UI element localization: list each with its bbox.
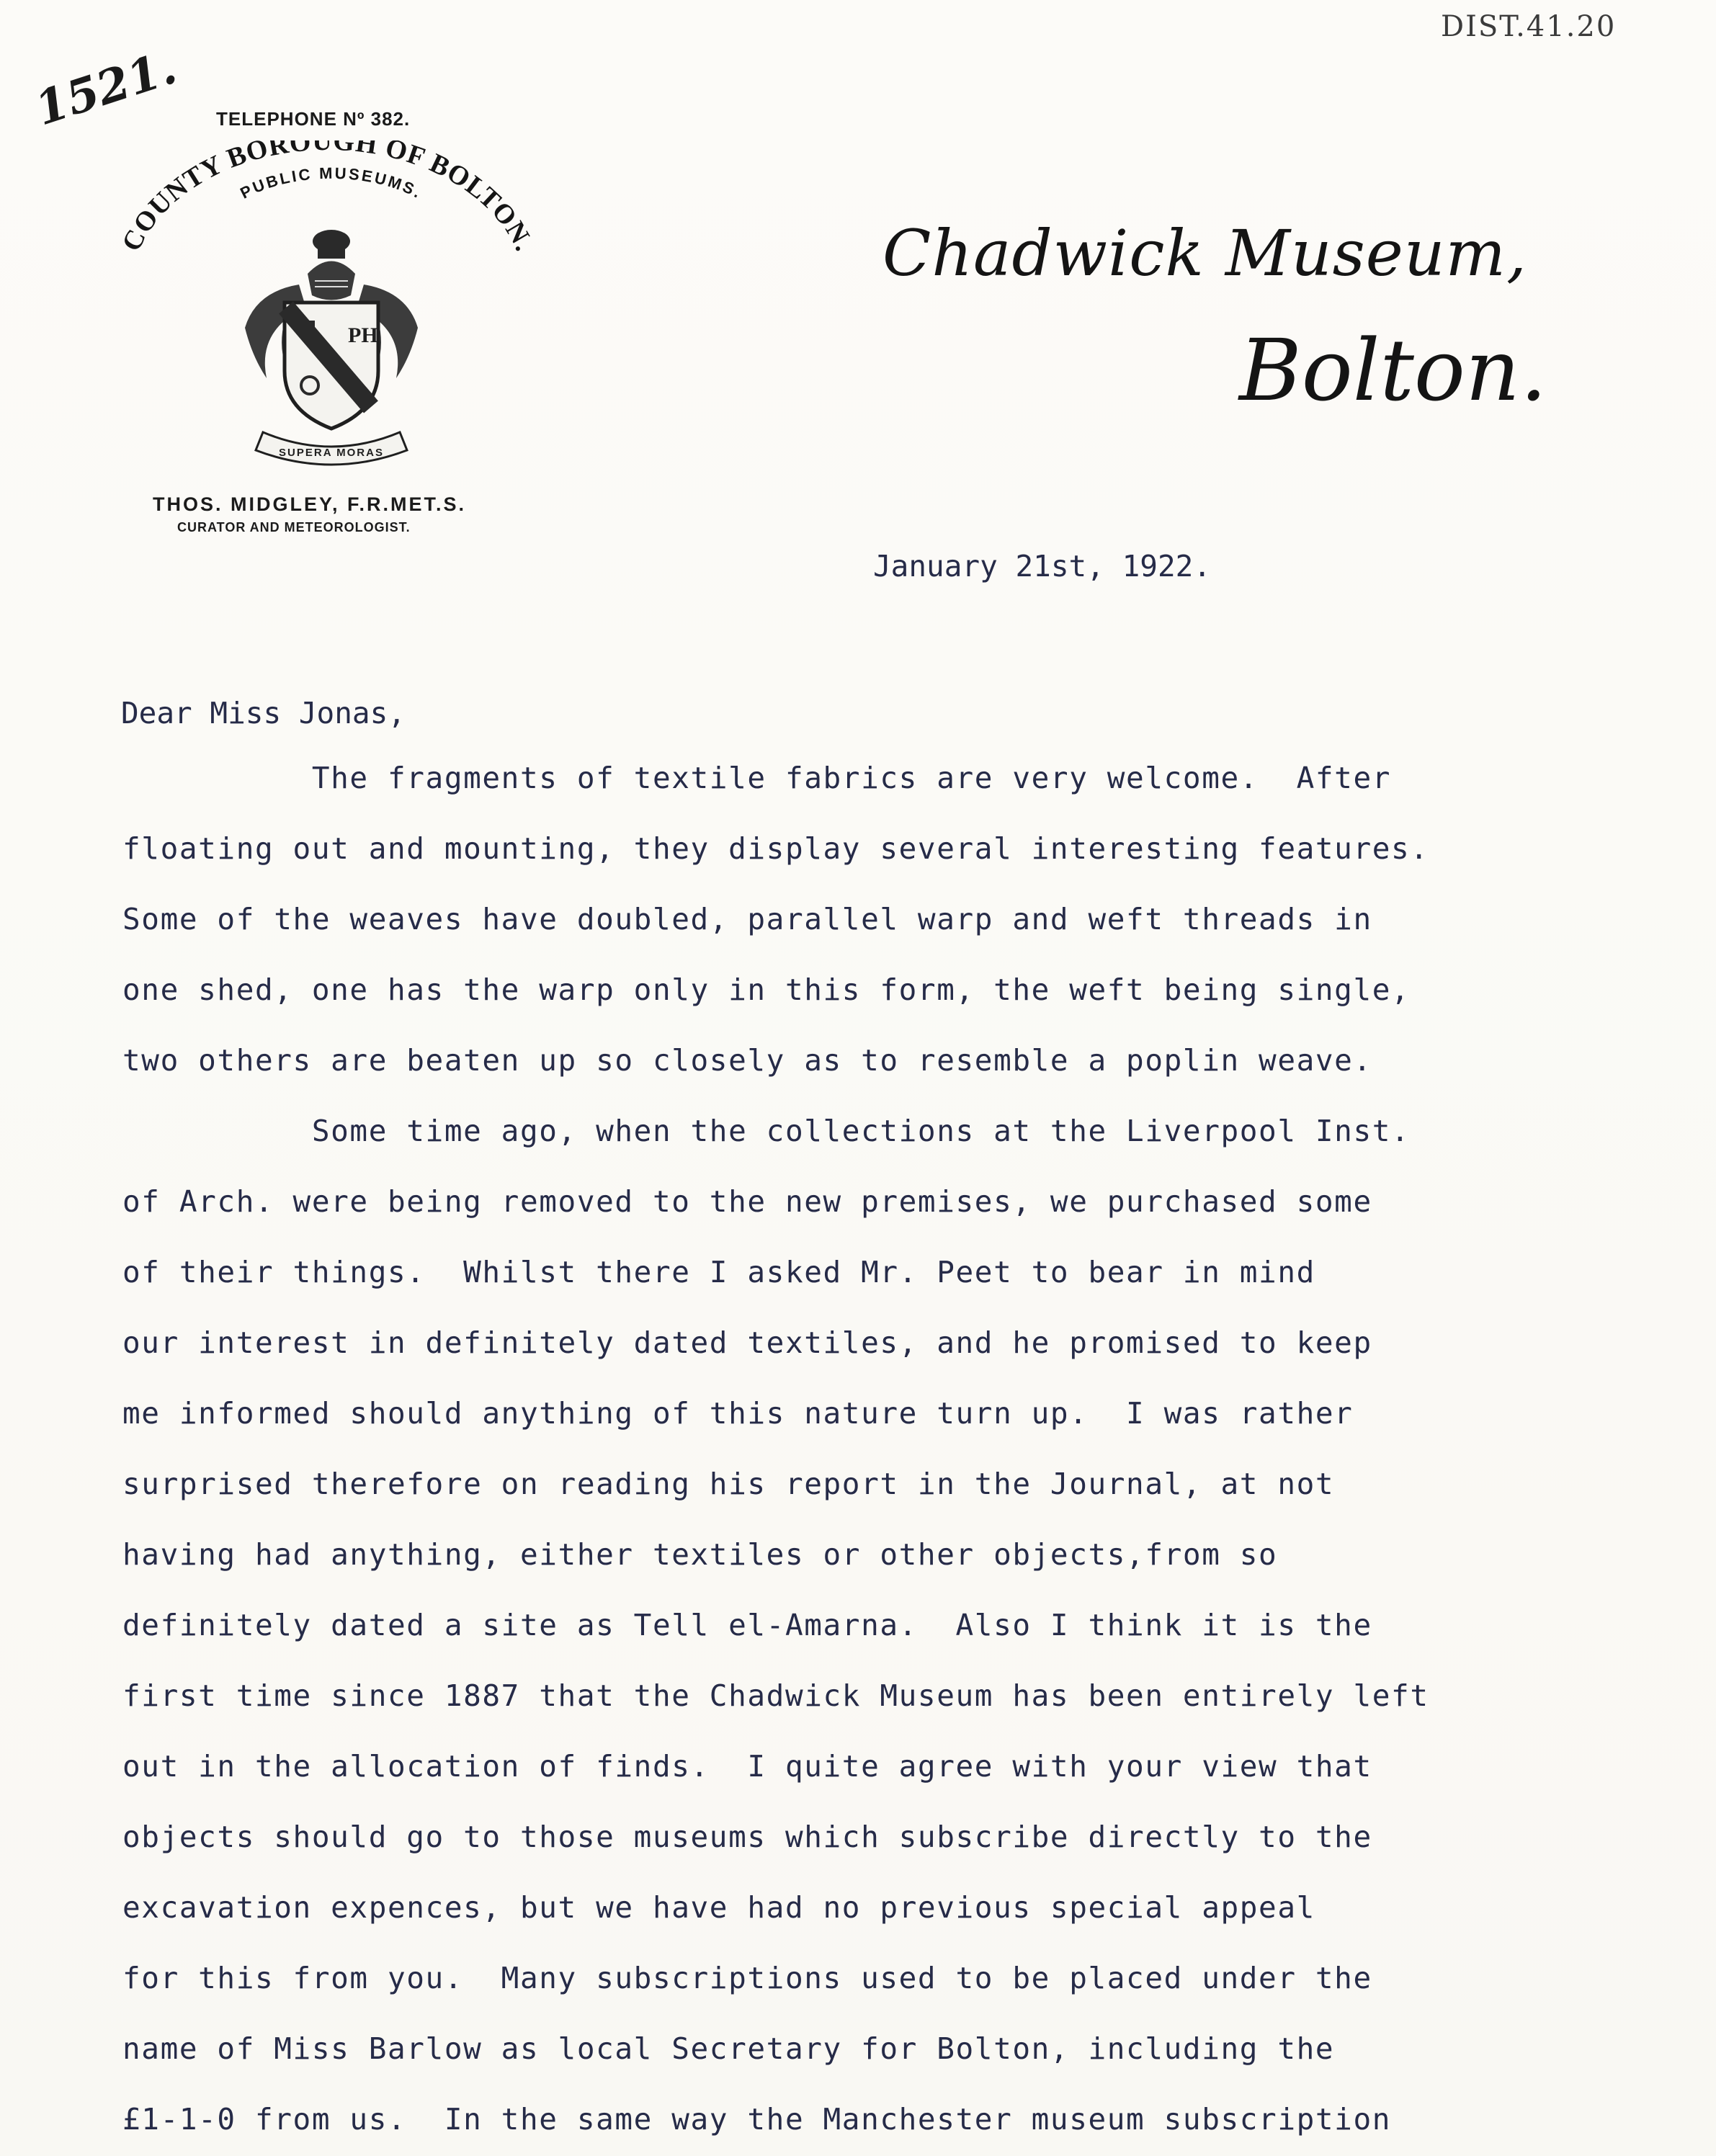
archive-reference: DIST.41.20 — [1441, 10, 1617, 43]
letter-salutation: Dear Miss Jonas, — [121, 696, 406, 730]
curator-title: CURATOR AND METEOROLOGIST. — [177, 520, 411, 534]
body-line: Some time ago, when the collections at the Liverpool Inst. — [122, 1114, 1411, 1148]
body-line: floating out and mounting, they display several interesting features. — [122, 831, 1429, 866]
letterhead-telephone: TELEPHONE Nº 382. — [216, 108, 411, 130]
body-line: The fragments of textile fabrics are very welcome. After — [122, 761, 1392, 795]
body-line: out in the allocation of finds. I quite agree with your view that — [122, 1749, 1372, 1784]
body-line: our interest in definitely dated textiles, and he promised to keep — [122, 1325, 1372, 1360]
body-line: first time since 1887 that the Chadwick Museum has been entirely left — [122, 1678, 1429, 1713]
museum-name: Chadwick Museum, — [882, 216, 1527, 290]
body-line: of their things. Whilst there I asked Mr. Peet to bear in mind — [122, 1255, 1315, 1289]
body-line: surprised therefore on reading his report in the Journal, at not — [122, 1467, 1335, 1501]
crest-motto: SUPERA MORAS — [279, 447, 384, 459]
crest-arc-top: COUNTY BOROUGH OF BOLTON. — [119, 140, 540, 256]
body-line: £1-1-0 from us. In the same way the Manchester museum subscription — [122, 2102, 1392, 2137]
curator-name: THOS. MIDGLEY, F.R.MET.S. — [153, 493, 467, 515]
body-line: definitely dated a site as Tell el-Amarna. Also I think it is the — [122, 1608, 1372, 1642]
body-line: for this from you. Many subscriptions used to be placed under the — [122, 1961, 1372, 1995]
body-line: me informed should anything of this nature turn up. I was rather — [122, 1396, 1354, 1431]
borough-crest — [119, 140, 544, 479]
svg-text:PH: PH — [348, 323, 378, 347]
archive-number: 1521. — [29, 40, 183, 137]
svg-text:PUBLIC MUSEUMS. — [237, 164, 426, 202]
body-line: of Arch. were being removed to the new premises, we purchased some — [122, 1184, 1372, 1219]
body-line: objects should go to those museums which subscribe directly to the — [122, 1820, 1372, 1854]
crest-arc-bottom: PUBLIC MUSEUMS. — [237, 164, 426, 202]
museum-town: Bolton. — [1239, 321, 1547, 420]
crest-icon — [119, 140, 544, 479]
letter-date: January 21st, 1922. — [873, 549, 1211, 583]
body-line: having had anything, either textiles or other objects,from so — [122, 1537, 1278, 1572]
body-line: two others are beaten up so closely as to resemble a poplin weave. — [122, 1043, 1372, 1078]
body-line: name of Miss Barlow as local Secretary for Bolton, including the — [122, 2031, 1335, 2066]
body-line: excavation expences, but we have had no previous special appeal — [122, 1890, 1315, 1925]
body-line: one shed, one has the warp only in this form, the weft being single, — [122, 972, 1411, 1007]
body-line: Some of the weaves have doubled, parallel warp and weft threads in — [122, 902, 1372, 936]
